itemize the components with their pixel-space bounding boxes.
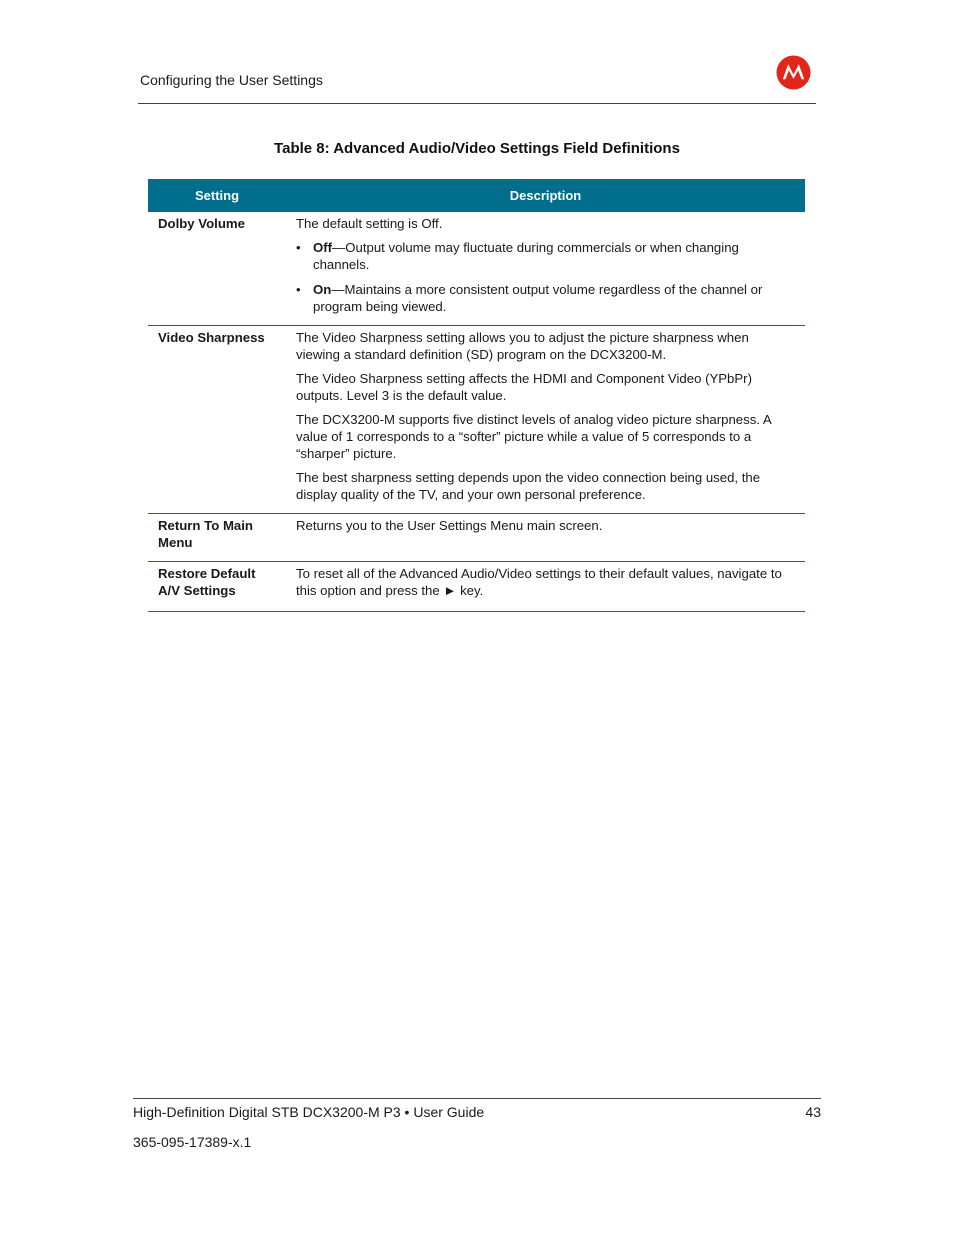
section-title: Configuring the User Settings: [140, 72, 323, 88]
description-paragraph: The Video Sharpness setting allows you to adjust the picture sharpness when viewing a standard definition (SD) program on the DCX3200-M.: [296, 330, 749, 362]
motorola-logo-icon: [776, 55, 811, 90]
document-id: 365-095-17389-x.1: [133, 1134, 252, 1150]
footer-product-title: High-Definition Digital STB DCX3200-M P3 • User Guide: [133, 1104, 485, 1120]
option-term: On: [313, 282, 332, 297]
description-paragraph: The default setting is Off.: [296, 216, 443, 231]
option-text: —Output volume may fluctuate during commercials or when changing channels.: [313, 240, 739, 272]
description-paragraph: The DCX3200-M supports five distinct levels of analog video picture sharpness. A value of 1 corresponds to a “softer” picture while a value of 5 corresponds to a “sharper” picture.: [296, 412, 771, 461]
table-row: [148, 514, 805, 562]
description-paragraph: The best sharpness setting depends upon the video connection being used, the display quality of the TV, and your own personal preference.: [296, 470, 761, 502]
table-row: [148, 562, 805, 612]
setting-name-line: Return To Main: [158, 518, 253, 533]
option-list: [296, 239, 795, 315]
column-header-description: Description: [286, 179, 805, 212]
option-text: —Maintains a more consistent output volume regardless of the channel or program being viewed.: [313, 282, 763, 314]
page-number: 43: [805, 1104, 821, 1120]
setting-name: Video Sharpness: [148, 326, 286, 514]
setting-name: Dolby Volume: [148, 212, 286, 326]
header-divider: [138, 103, 816, 104]
table-header-row: [148, 179, 805, 212]
list-item: [313, 239, 795, 273]
setting-description: [286, 562, 805, 612]
setting-name: [148, 514, 286, 562]
setting-name-line: Menu: [158, 535, 193, 550]
setting-description: [286, 514, 805, 562]
list-item: [313, 281, 795, 315]
setting-name-line: Restore Default: [158, 566, 256, 581]
column-header-setting: Setting: [148, 179, 286, 212]
table-row: [148, 212, 805, 326]
table-row: [148, 326, 805, 514]
description-paragraph: To reset all of the Advanced Audio/Video settings to their default values, navigate to this option and press the ► key.: [296, 566, 782, 598]
description-paragraph: Returns you to the User Settings Menu main screen.: [296, 518, 603, 533]
footer-divider: [133, 1098, 821, 1099]
setting-name-line: A/V Settings: [158, 583, 236, 598]
option-term: Off: [313, 240, 333, 255]
setting-description: [286, 326, 805, 514]
table-caption: Table 8: Advanced Audio/Video Settings Field Definitions: [274, 140, 680, 157]
setting-description: [286, 212, 805, 326]
setting-name: [148, 562, 286, 612]
field-definitions-table: [148, 179, 805, 612]
description-paragraph: The Video Sharpness setting affects the HDMI and Component Video (YPbPr) outputs. Level 3 is the default value.: [296, 371, 752, 403]
